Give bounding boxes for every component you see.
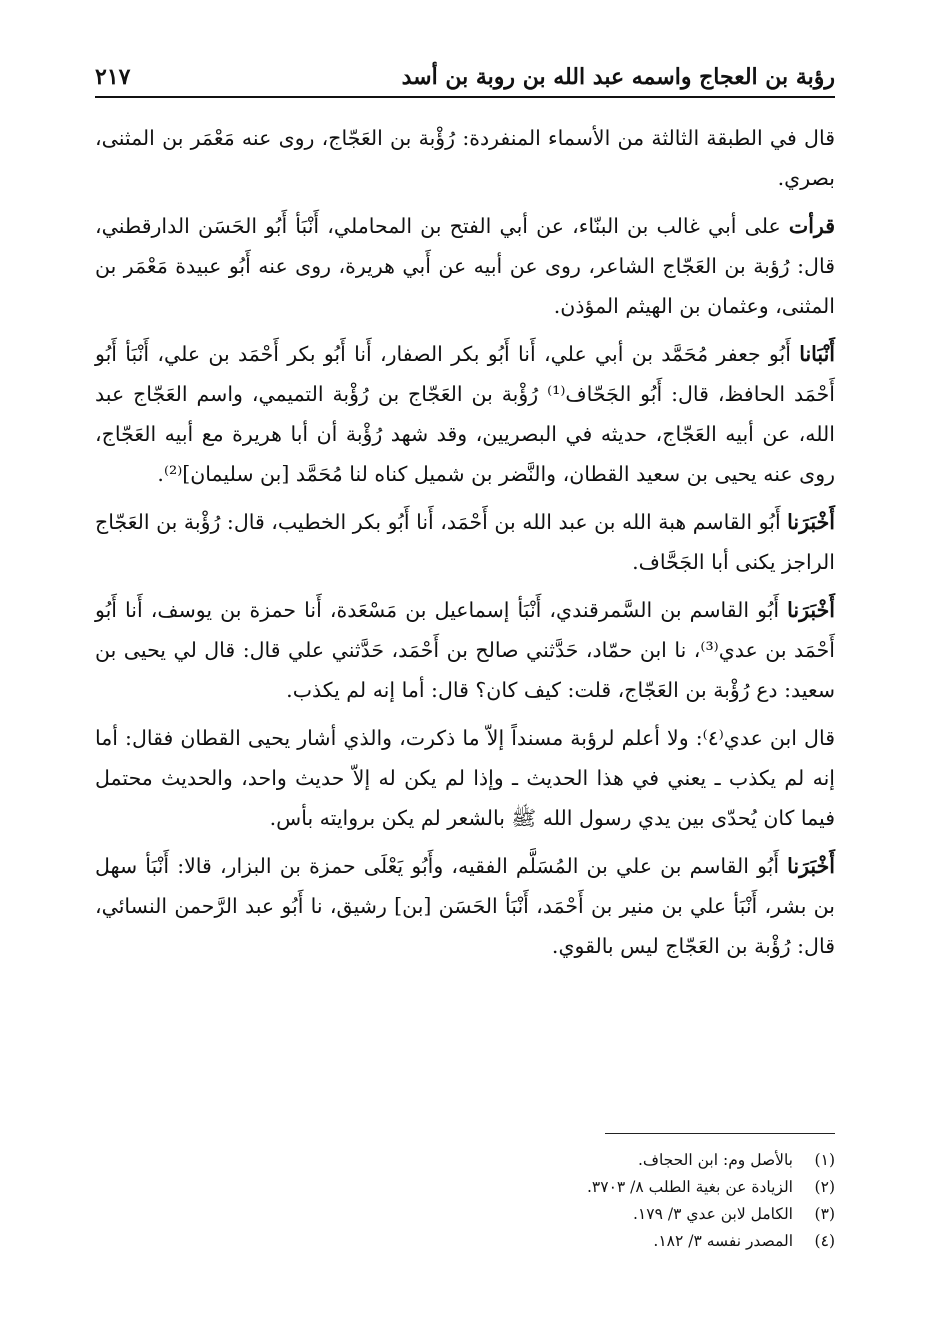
paragraph	[95, 118, 835, 198]
paragraph-text: على أبي غالب بن البنّاء، عن أبي الفتح بن المحاملي، أَنْبَأ أَبُو الحَسَن الدارقطني، قال: رُؤبة بن العَجّاج الشاعر، روى عن أبيه عن أَبي هريرة، روى عنه أَبُو عبيدة مَعْمَر بن المثنى، وعثمان بن الهيثم المؤذن.	[95, 214, 835, 318]
body-text	[95, 118, 835, 974]
paragraph-text: أَبُو القاسم بن علي بن المُسَلَّم الفقيه، وأَبُو يَعْلَى حمزة بن البزار، قالا: أَنْبَأ سهل بن بشر، أَنْبَأ علي بن منير بن أَحْمَد، أَنْبَأ الحَسَن [بن] رشيق، نا أَبُو عبد الرَّحمن النسائي، قال: رُؤْبة بن العَجّاج ليس بالقوي.	[95, 854, 835, 958]
paragraph-text: أَبُو القاسم هبة الله بن عبد الله بن أَحْمَد، أَنا أَبُو بكر الخطيب، قال: رُؤْبة بن العَجّاج الراجز يكنى أبا الجَحَّاف.	[95, 510, 835, 574]
footnote-text: المصدر نفسه ٣/ ١٨٢.	[653, 1232, 793, 1250]
paragraph	[95, 502, 835, 582]
paragraph	[95, 590, 835, 710]
footnote-text: الزيادة عن بغية الطلب ٨/ ٣٧٠٣.	[586, 1178, 793, 1196]
footnote-text: بالأصل وم: ابن الحجاف.	[637, 1151, 793, 1169]
paragraph-lead: أَخْبَرَنا	[787, 598, 835, 622]
footnote-number: (٤)	[814, 1232, 835, 1250]
footnote	[95, 1147, 835, 1174]
paragraph-lead: قرأت	[788, 214, 835, 238]
footnote-number: (٢)	[814, 1178, 835, 1196]
paragraph-text: قال ابن عدي⁽٤⁾: ولا أعلم لرؤبة مسنداً إلاّ ما ذكرت، والذي أشار يحيى القطان فقال: أما إنه لم يكذب ـ يعني في هذا الحديث ـ وإذا لم يكن له إلاّ حديث واحد، والحديث محتمل فيما كان يُحدّى بين يدي رسول الله ﷺ بالشعر لم يكن بروايته بأس.	[95, 726, 835, 830]
footnote-number: (٣)	[814, 1205, 835, 1223]
paragraph	[95, 206, 835, 326]
footnote-divider	[605, 1133, 835, 1134]
page-number: ٢١٧	[95, 64, 131, 90]
footnote	[95, 1228, 835, 1255]
paragraph	[95, 718, 835, 838]
paragraph-text: أَبُو جعفر مُحَمَّد بن أبي علي، أَنا أَبُو بكر الصفار، أَنا أَبُو بكر أَحْمَد بن علي، أَنْبَأ أَبُو أَحْمَد الحافظ، قال: أَبُو الجَحّاف⁽¹⁾ رُؤْبة بن العَجّاج بن رُؤْبة التميمي، واسم العَجّاج عبد الله، عن أبيه العَجّاج، حديثه في البصريين، وقد شهد رُؤْبة أن أبا هريرة مع أبيه العَجّاج، روى عنه يحيى بن سعيد القطان، والنَّضر بن شميل كناه لنا مُحَمَّد [بن سليمان]⁽²⁾.	[95, 342, 835, 486]
footnote	[95, 1201, 835, 1228]
footnote	[95, 1174, 835, 1201]
page-header	[95, 52, 835, 98]
paragraph	[95, 334, 835, 494]
paragraph-text: أَبُو القاسم بن السَّمرقندي، أَنْبَأ إسماعيل بن مَسْعَدة، أَنا حمزة بن يوسف، أَنا أَبُو أَحْمَد بن عدي⁽³⁾، نا ابن حمّاد، حَدَّثني صالح بن أَحْمَد، حَدَّثني علي قال: قال لي يحيى بن سعيد: دع رُؤْبة بن العَجّاج، قلت: كيف كان؟ قال: أما إنه لم يكذب.	[95, 598, 835, 702]
paragraph-text: قال في الطبقة الثالثة من الأسماء المنفردة: رُؤْبة بن العَجّاج، روى عنه مَعْمَر بن المثنى، بصري.	[95, 126, 835, 190]
paragraph	[95, 846, 835, 966]
paragraph-lead: أَخْبَرَنا	[787, 510, 835, 534]
paragraph-lead: أَخْبَرَنا	[787, 854, 835, 878]
running-title: رؤبة بن العجاج واسمه عبد الله بن روبة بن أسد	[401, 64, 835, 90]
footnotes	[95, 1147, 835, 1255]
paragraph-lead: أَنْبَانا	[799, 342, 835, 366]
footnote-number: (١)	[814, 1151, 835, 1169]
footnote-text: الكامل لابن عدي ٣/ ١٧٩.	[632, 1205, 793, 1223]
